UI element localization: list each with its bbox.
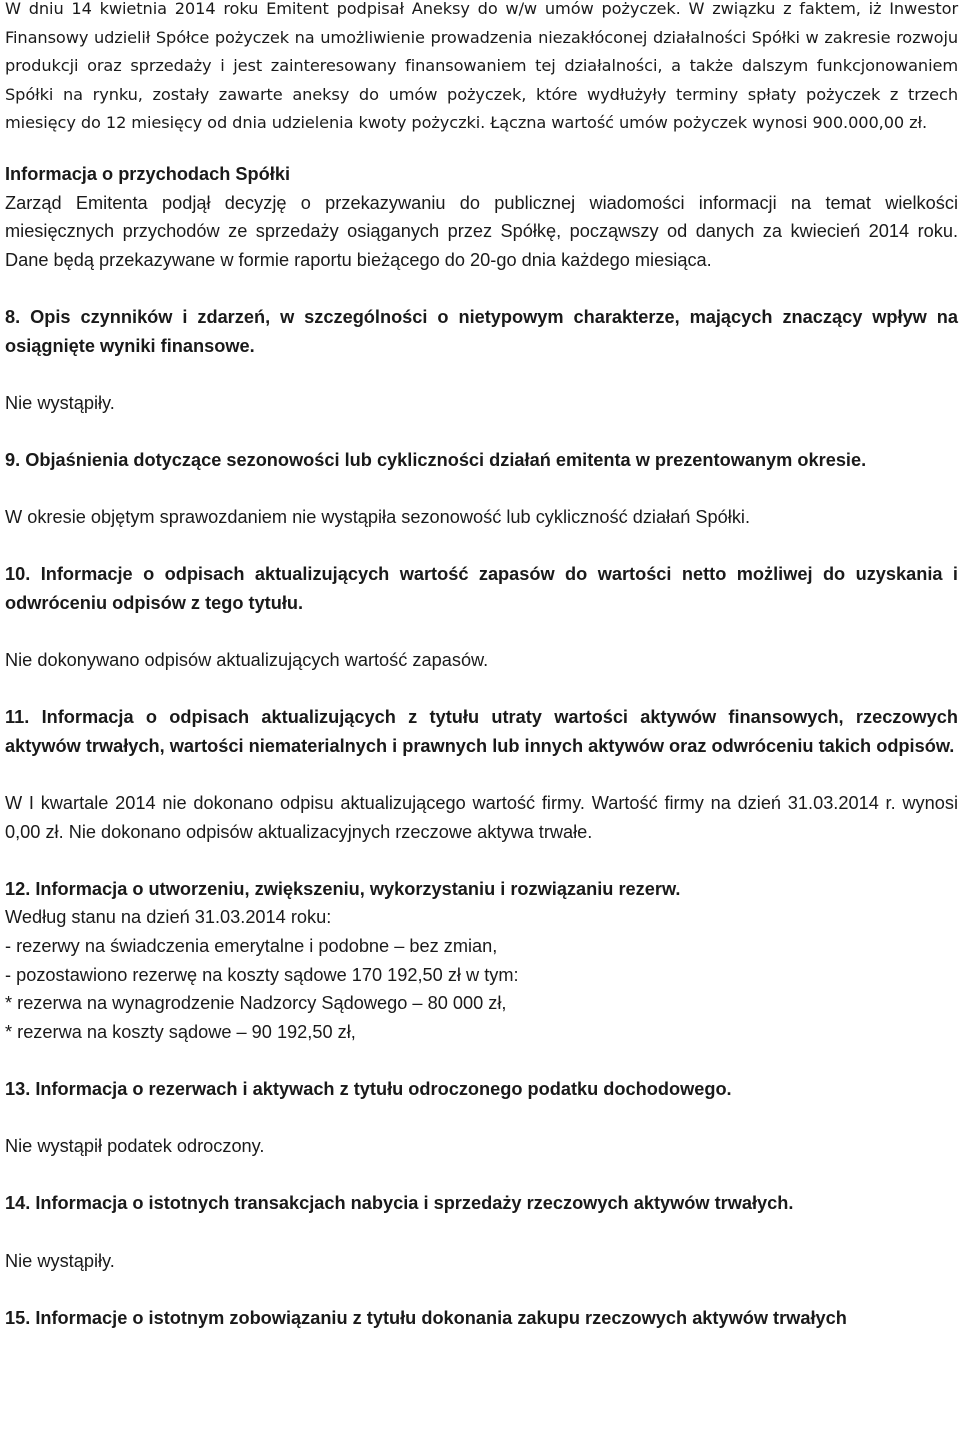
section-13-body: Nie wystąpił podatek odroczony. [5,1136,265,1157]
section-12-heading: 12. Informacja o utworzeniu, zwiększeniu, wykorzystaniu i rozwiązaniu rezerw. [5,878,681,899]
section-14-body: Nie wystąpiły. [5,1250,115,1271]
section-11-heading: 11. Informacja o odpisach aktualizujących z tytułu utraty wartości aktywów finansowych, rzeczowych aktywów trwałych, wartości niematerialnych i prawnych lub innych aktywów oraz odwróceniu takich odpisów. [5,707,958,756]
section-13-heading: 13. Informacja o rezerwach i aktywach z tytułu odroczonego podatku dochodowego. [5,1078,732,1099]
reserves-line-pension: - rezerwy na świadczenia emerytalne i podobne – bez zmian, [5,936,498,956]
revenue-info-title: Informacja o przychodach Spółki [5,163,290,184]
reserves-line-court-costs: - pozostawiono rezerwę na koszty sądowe 170 192,50 zł w tym: [5,964,519,985]
section-8-heading: 8. Opis czynników i zdarzeń, w szczególności o nietypowym charakterze, mających znaczący wpływ na osiągnięte wyniki finansowe. [5,306,958,356]
section-11-body: W I kwartale 2014 nie dokonano odpisu aktualizującego wartość firmy. Wartość firmy na dzień 31.03.2014 r. wynosi 0,00 zł. Nie dokonano odpisów aktualizacyjnych rzeczowe aktywa trwałe. [5,793,958,842]
section-8-body: Nie wystąpiły. [5,392,115,413]
section-14-heading: 14. Informacja o istotnych transakcjach nabycia i sprzedaży rzeczowych aktywów trwałych. [5,1193,794,1214]
revenue-info-body: Zarząd Emitenta podjął decyzję o przekazywaniu do publicznej wiadomości informacji na temat wielkości miesięcznych przychodów ze sprzedaży osiąganych przez Spółkę, począwszy od danych za kwiecień 2014 roku. Dane będą przekazywane w formie raportu bieżącego do 20-go dnia każdego miesiąca. [5,192,958,270]
section-15-heading: 15. Informacje o istotnym zobowiązaniu z tytułu dokonania zakupu rzeczowych aktywów trwałych [5,1307,847,1328]
section-9-body: W okresie objętym sprawozdaniem nie wystąpiła sezonowość lub cykliczność działań Spółki. [5,507,751,528]
reserves-line-supervisor: * rezerwa na wynagrodzenie Nadzorcy Sądowego – 80 000 zł, [5,993,507,1014]
reserves-line-court: * rezerwa na koszty sądowe – 90 192,50 zł, [5,1021,356,1042]
section-10-body: Nie dokonywano odpisów aktualizujących wartość zapasów. [5,650,489,671]
section-9-heading: 9. Objaśnienia dotyczące sezonowości lub cykliczności działań emitenta w prezentowanym okresie. [5,449,867,470]
reserves-line-date: Według stanu na dzień 31.03.2014 roku: [5,907,332,928]
section-10-heading: 10. Informacje o odpisach aktualizujących wartość zapasów do wartości netto możliwej do uzyskania i odwróceniu odpisów z tego tytułu. [5,564,958,613]
reserves-list [5,903,958,1046]
intro-paragraph: W dniu 14 kwietnia 2014 roku Emitent podpisał Aneksy do w/w umów pożyczek. W związku z faktem, iż Inwestor Finansowy udzielił Spółce pożyczek na umożliwienie prowadzenia niezakłóconej działalności Spółki w zakresie rozwoju produkcji oraz sprzedaży i jest zainteresowany finansowaniem tej działalności, a także dalszym funkcjonowaniem Spółki na rynku, zostały zawarte aneksy do umów pożyczek, które wydłużyły terminy spłaty pożyczek z trzech miesięcy do 12 miesięcy od dnia udzielenia kwoty pożyczki. Łączna wartość umów pożyczek wynosi 900.000,00 zł. [5,0,958,133]
